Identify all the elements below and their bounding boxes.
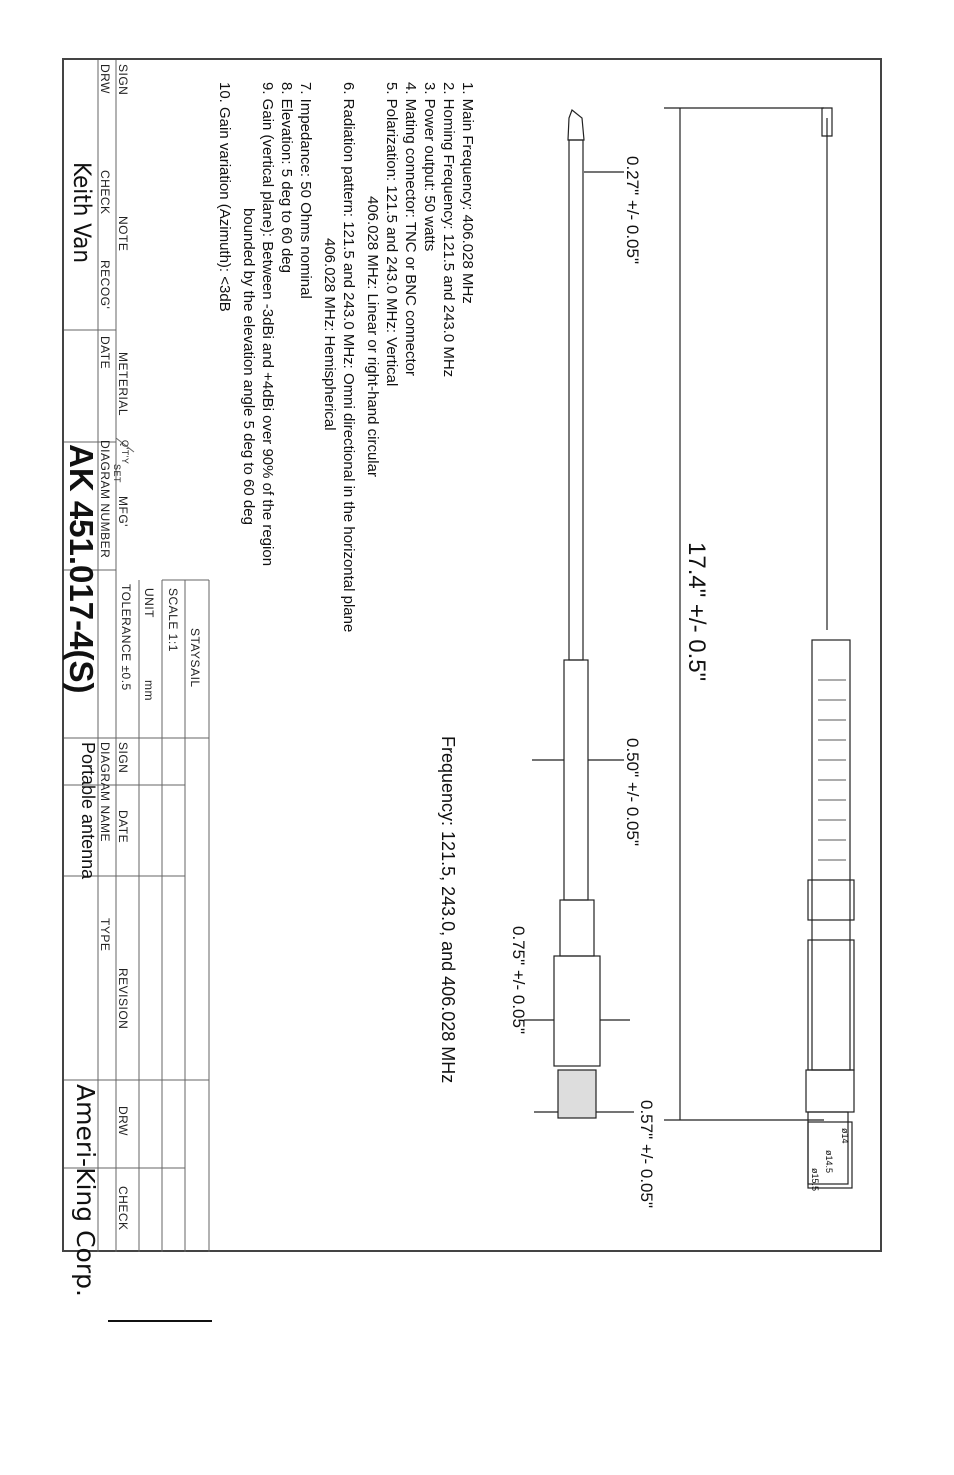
connector-diameter-label: 0.57" +/- 0.05": [637, 1100, 656, 1209]
detail-label-1: ø14: [840, 1128, 850, 1144]
spec-line-8: 406.028 MHz: Hemispherical: [321, 238, 338, 431]
tb-sign2: SIGN: [116, 742, 130, 774]
tb-date: DATE: [98, 336, 112, 370]
tb-scale: SCALE 1:1: [166, 588, 180, 652]
tb-type: TYPE: [98, 918, 112, 952]
tb-date2: DATE: [116, 810, 130, 844]
tb-diagram-name: Portable antenna: [78, 742, 98, 880]
spec-line-10: 8. Elevation: 5 deg to 60 deg: [278, 82, 295, 273]
mid-diameter-label: 0.50" +/- 0.05": [623, 738, 642, 847]
antenna-base: [554, 956, 600, 1066]
tb-staysail: STAYSAIL: [188, 628, 202, 688]
spec-line-1: 1. Main Frequency: 406.028 MHz: [459, 82, 476, 304]
spec-line-6: 406.028 MHz: Linear or right-hand circular: [364, 196, 381, 477]
drawing-sheet: [62, 58, 882, 1297]
antenna-mid: [564, 660, 588, 900]
tb-tolerance: TOLERANCE ±0.5: [119, 584, 133, 691]
tb-company: Ameri-King Corp.: [71, 1084, 100, 1297]
underline-mark: [108, 1320, 212, 1322]
tb-diagram-number-label: DIAGRAM NUMBER: [98, 440, 112, 559]
spec-line-2: 2. Homing Frequency: 121.5 and 243.0 MHz: [440, 82, 457, 378]
tb-note: NOTE: [116, 216, 130, 252]
spec-line-3: 3. Power output: 50 watts: [421, 82, 438, 252]
spec-line-11: 9. Gain (vertical plane): Between -3dBi and +4dBi over 90% of the region: [259, 82, 276, 567]
tb-diagram-name-label: DIAGRAM NAME: [98, 742, 112, 843]
tb-check2: CHECK: [116, 1186, 130, 1231]
base-diameter-label: 0.75" +/- 0.05": [509, 926, 528, 1035]
cutaway-knurl: [806, 1070, 854, 1112]
tb-sign: SIGN: [116, 64, 130, 96]
cutaway-body: [812, 640, 850, 1070]
antenna-whip: [569, 140, 583, 660]
antenna-tip: [568, 110, 584, 140]
antenna-knurl: [558, 1070, 596, 1118]
tb-diagram-number: AK 451.017-4(S): [63, 444, 100, 694]
detail-label-3: ø15.5: [810, 1168, 820, 1192]
tb-drw: DRW: [98, 64, 112, 94]
tb-signature: Keith Van: [68, 162, 96, 264]
frequency-label: Frequency: 121.5, 243.0, and 406.028 MHz: [438, 736, 458, 1084]
tip-diameter-label: 0.27" +/- 0.05": [623, 156, 642, 265]
spec-line-12: bounded by the elevation angle 5 deg to 60 deg: [240, 208, 257, 525]
spec-line-7: 6. Radiation pattern: 121.5 and 243.0 MHz: Omni directional in the horizontal plane: [340, 82, 357, 633]
tb-revision: REVISION: [116, 968, 130, 1030]
tb-meterial: METERIAL: [116, 352, 130, 417]
tb-drw2: DRW: [116, 1106, 130, 1136]
tb-mfg: MFG': [116, 496, 130, 527]
tb-unit-label: UNIT: [142, 588, 156, 618]
tb-qty: Q'T'Y: [120, 440, 130, 465]
spec-line-9: 7. Impedance: 50 Ohms nominal: [297, 82, 314, 299]
tb-set: SET: [112, 464, 122, 484]
spec-line-13: 10. Gain variation (Azimuth): <3dB: [216, 82, 233, 312]
spec-line-5: 5. Polarization: 121.5 and 243.0 MHz: Vertical: [383, 82, 400, 387]
detail-label-2: ø14.5: [824, 1150, 834, 1174]
tb-recog: RECOG': [98, 260, 112, 310]
tb-unit-value: mm: [142, 680, 156, 701]
overall-length-label: 17.4" +/- 0.5": [683, 542, 710, 682]
tb-check: CHECK: [98, 170, 112, 215]
antenna-ferrule: [560, 900, 594, 956]
spec-line-4: 4. Mating connector: TNC or BNC connector: [402, 82, 419, 377]
